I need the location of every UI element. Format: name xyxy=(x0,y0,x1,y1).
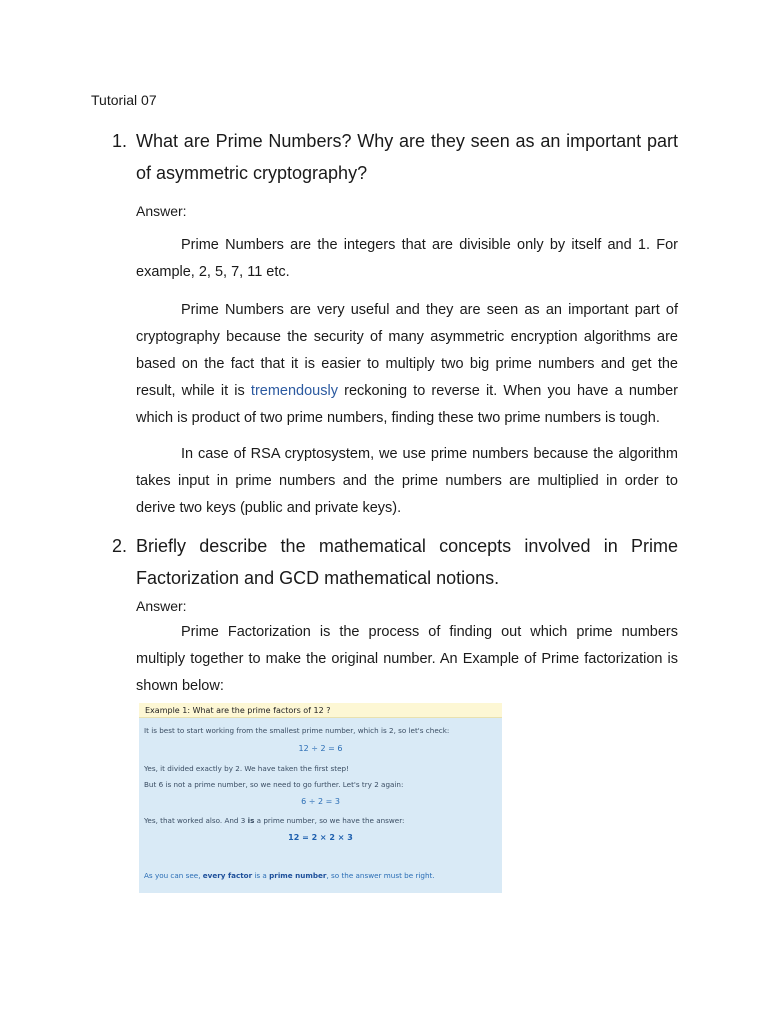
example-line-4-start: Yes, that worked also. And 3 xyxy=(144,816,248,825)
q1-paragraph-3: In case of RSA cryptosystem, we use prime numbers because the algorithm takes input in prime numbers and the prime numbers are multiplied in order to derive two keys (public and private keys). xyxy=(136,446,678,516)
q1-paragraph-2-end: reckoning to reverse it. When you have a number which is product of two prime numbers, finding these two prime numbers is tough. xyxy=(136,383,678,426)
question-1-text: What are Prime Numbers? Why are they seen as an important part of asymmetric cryptography? xyxy=(136,131,678,183)
example-line-4-bold: is xyxy=(247,816,255,825)
q1-paragraph-2-start: Prime Numbers are very useful and they are seen as an important part of cryptography because the security of many asymmetric encryption algorithms are based on the fact that it is easier to multiply two big prime numbers and get the result, while it is xyxy=(136,302,678,399)
example-line-4-end: a prime number, so we have the answer: xyxy=(254,816,405,825)
question-1 xyxy=(112,125,678,189)
answer-label-2: Answer: xyxy=(136,598,187,614)
question-2-text: Briefly describe the mathematical concepts involved in Prime Factorization and GCD mathematical notions. xyxy=(136,536,678,588)
question-2 xyxy=(112,530,678,594)
example-conclusion-d: prime number xyxy=(269,871,327,880)
example-equation-3: 12 = 2 × 2 × 3 xyxy=(288,833,353,842)
example-conclusion-c: is a xyxy=(252,871,270,880)
prime-factorization-example xyxy=(139,703,502,893)
question-2-number: 2. xyxy=(112,536,128,556)
q1-paragraph-1: Prime Numbers are the integers that are divisible only by itself and 1. For example, 2, 5, 7, 11 etc. xyxy=(136,237,678,280)
example-conclusion-b: every factor xyxy=(202,871,253,880)
example-equation-2: 6 ÷ 2 = 3 xyxy=(301,797,340,806)
q2-paragraph: Prime Factorization is the process of finding out which prime numbers multiply together to make the original number. An Example of Prime factorization is shown below: xyxy=(136,624,678,694)
example-heading: Example 1: What are the prime factors of 12 ? xyxy=(139,703,502,718)
example-line-2: Yes, it divided exactly by 2. We have taken the first step! xyxy=(144,764,349,773)
example-line-3: But 6 is not a prime number, so we need to go further. Let's try 2 again: xyxy=(144,780,404,789)
example-line-4 xyxy=(144,816,404,825)
question-1-number: 1. xyxy=(112,131,128,151)
example-line-1: It is best to start working from the smallest prime number, which is 2, so let's check: xyxy=(144,726,450,735)
example-conclusion-a: As you can see, xyxy=(144,871,203,880)
example-conclusion xyxy=(144,871,435,880)
q1-paragraph-2-highlight: tremendously xyxy=(250,383,338,399)
example-conclusion-e: , so the answer must be right. xyxy=(326,871,435,880)
document-title: Tutorial 07 xyxy=(91,92,157,108)
q1-paragraph-2 xyxy=(136,297,678,432)
answer-label-1: Answer: xyxy=(136,203,187,219)
example-equation-1: 12 ÷ 2 = 6 xyxy=(298,744,343,753)
